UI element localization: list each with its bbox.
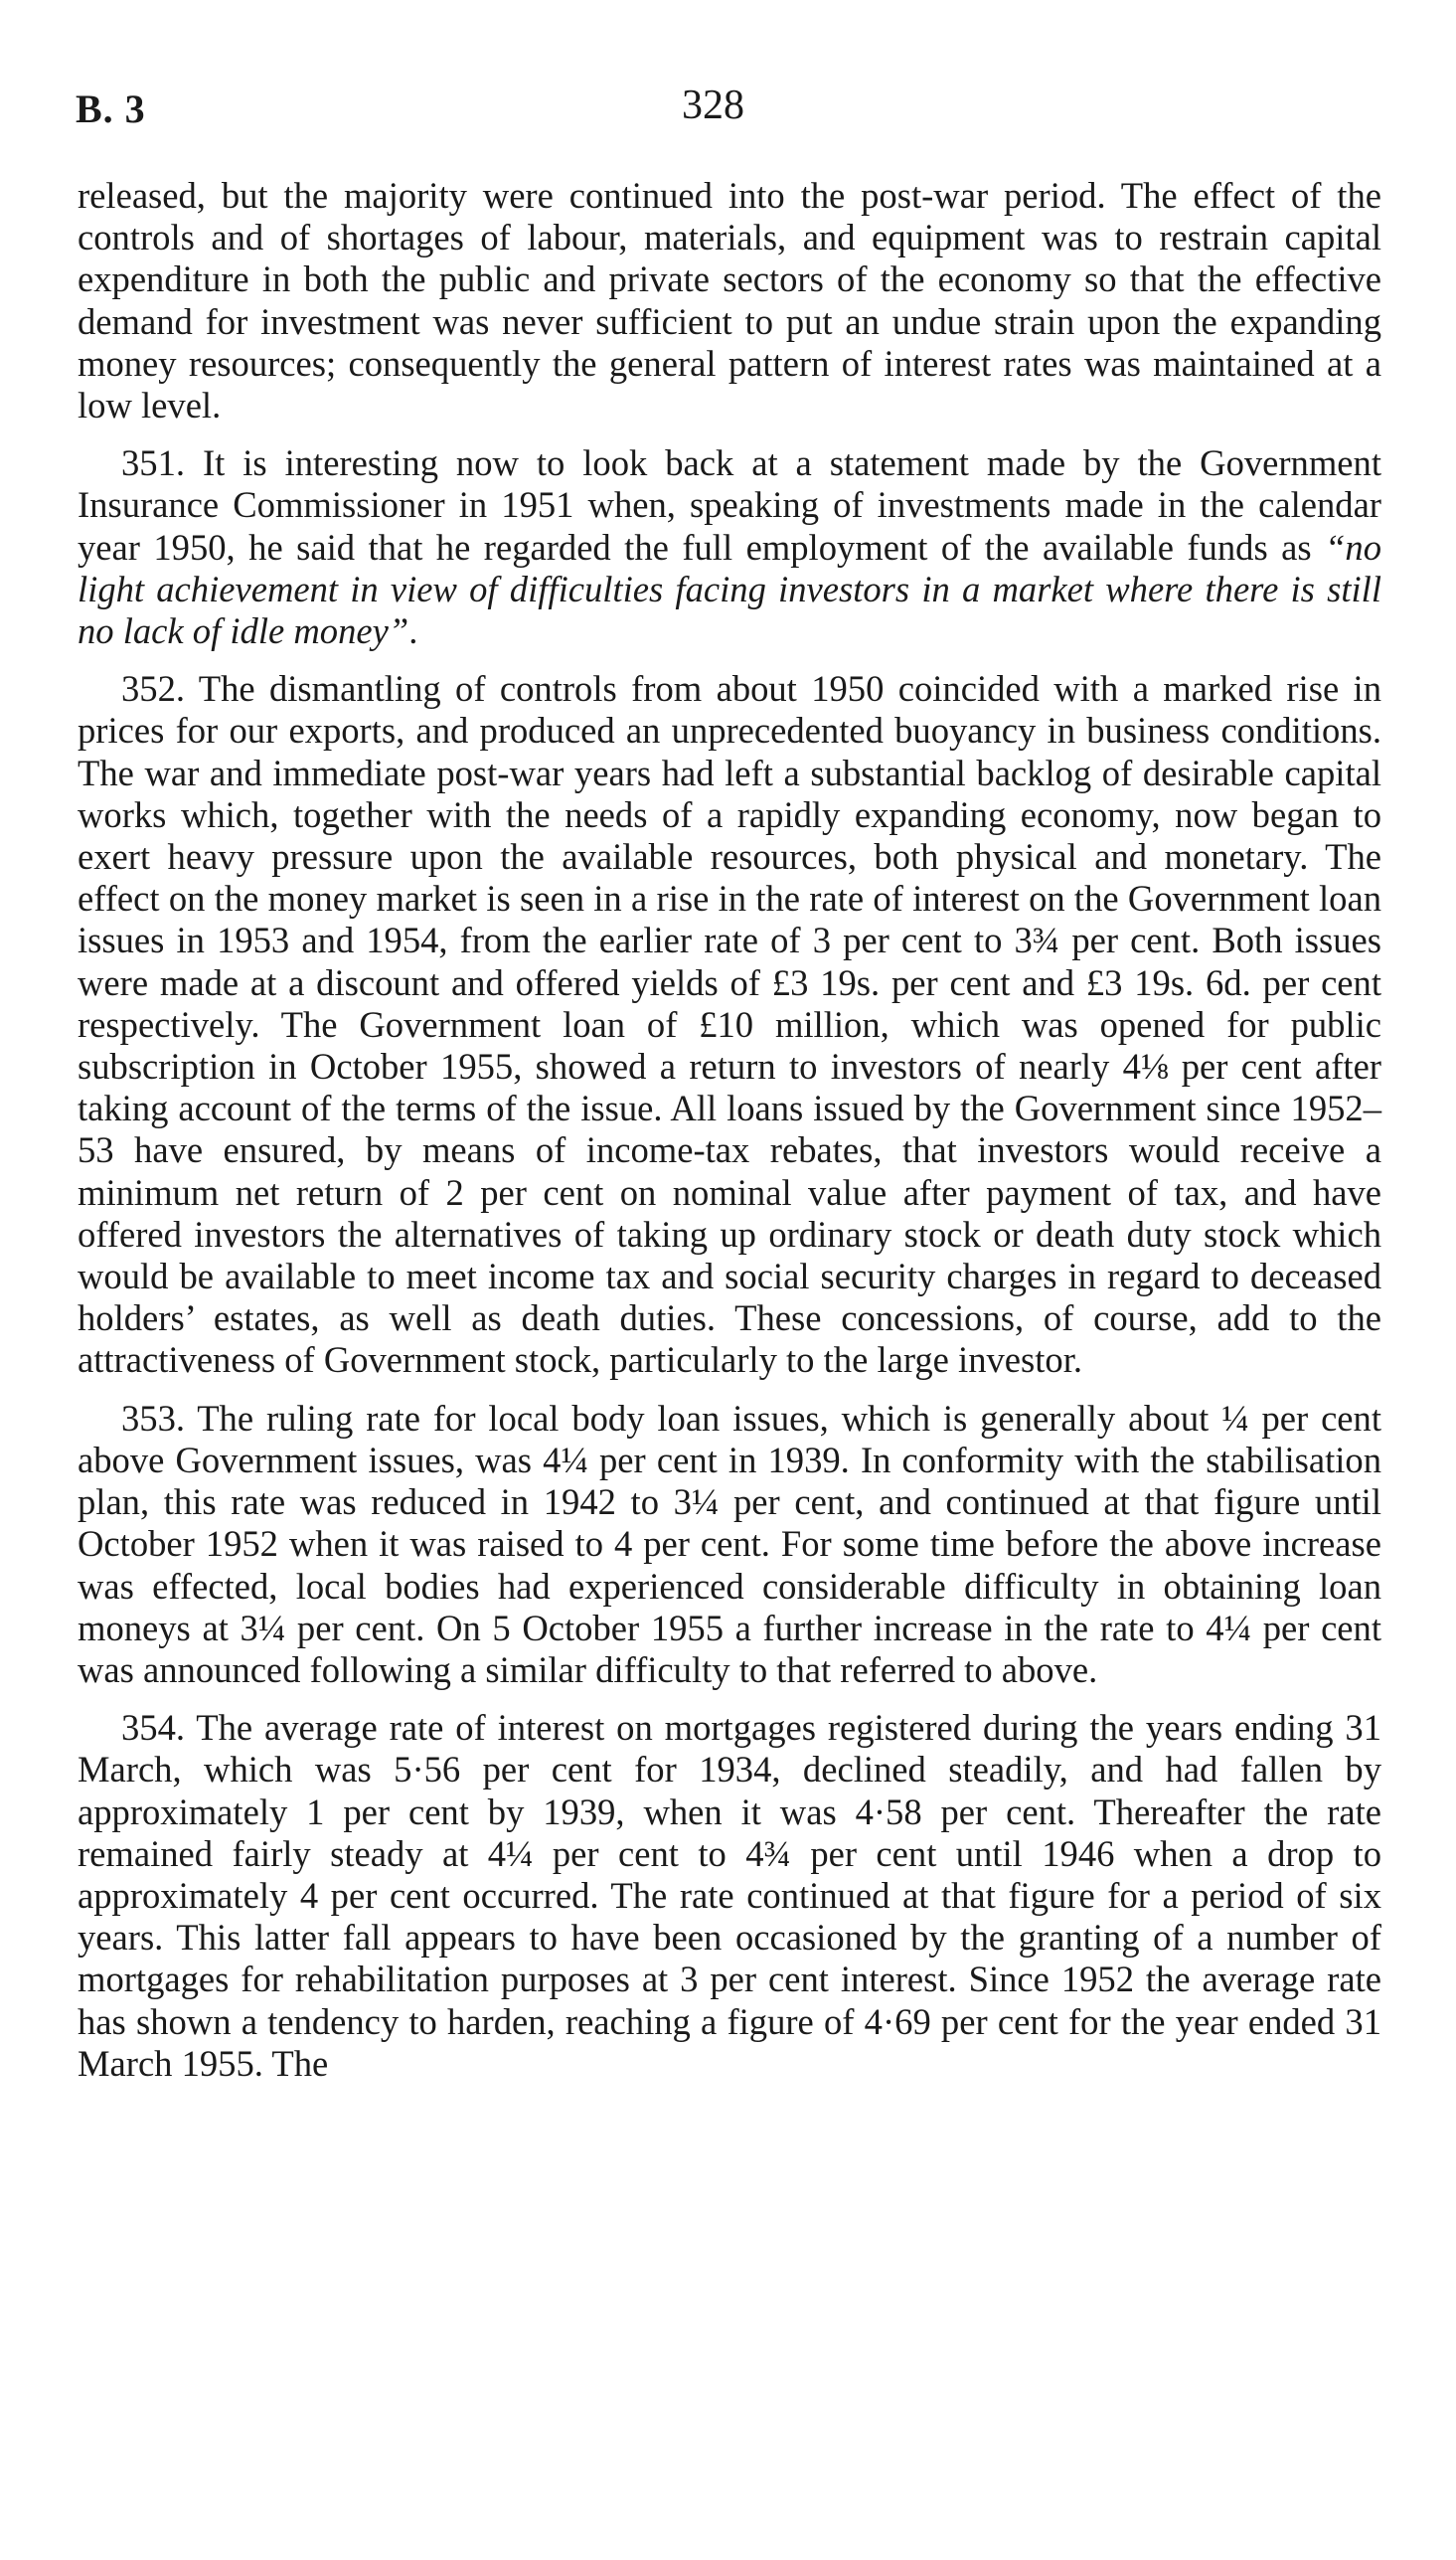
page-header: [76, 85, 1381, 145]
paragraph-text: 352. The dismantling of controls from about 1950 coincided with a marked rise in prices for our exports, and produced an unprecedented buoyancy in business conditions. The war and immediate post-war years had left a substantial backlog of desirable capital works which, together with the needs of a rapidly expanding economy, now began to exert heavy pressure upon the available resources, both physical and monetary. The effect on the money market is seen in a rise in the rate of interest on the Government loan issues in 1953 and 1954, from the earlier rate of 3 per cent to 3¾ per cent. Both issues were made at a discount and offered yields of £3 19s. per cent and £3 19s. 6d. per cent respectively. The Government loan of £10 million, which was opened for public subscription in October 1955, showed a return to investors of nearly 4⅛ per cent after taking account of the terms of the issue. All loans issued by the Government since 1952–53 have ensured, by means of income-tax rebates, that investors would receive a minimum net return of 2 per cent on nominal value after payment of tax, and have offered investors the alternatives of taking up ordinary stock or death duty stock which would be available to meet income tax and social security charges in regard to deceased holders’ estates, as well as death duties. These concessions, of course, add to the attractiveness of Government stock, particularly to the large investor.: [78, 668, 1381, 1381]
paragraph-353: [78, 1398, 1381, 1691]
paragraph-354: [78, 1707, 1381, 2085]
paragraph-352: [78, 668, 1381, 1381]
paragraph-continuation: [78, 175, 1381, 427]
paragraph-text: 353. The ruling rate for local body loan issues, which is generally about ¼ per cent above Government issues, was 4¼ per cent in 1939. In conformity with the stabilisation plan, this rate was reduced in 1942 to 3¼ per cent, and continued at that figure until October 1952 when it was raised to 4 per cent. For some time before the above increase was effected, local bodies had experienced considerable difficulty in obtaining loan moneys at 3¼ per cent. On 5 October 1955 a further increase in the rate to 4¼ per cent was announced following a similar difficulty to that referred to above.: [78, 1397, 1381, 1690]
paragraph-text: 354. The average rate of interest on mortgages registered during the years ending 31 March, which was 5·56 per cent for 1934, declined steadily, and had fallen by approximately 1 per cent by 1939, when it was 4·58 per cent. Thereafter the rate remained fairly steady at 4¼ per cent to 4¾ per cent until 1946 when a drop to approximately 4 per cent occurred. The rate continued at that figure for a period of six years. This latter fall appears to have been occasioned by the granting of a number of mortgages for rehabilitation purposes at 3 per cent interest. Since 1952 the average rate has shown a tendency to harden, reaching a figure of 4·69 per cent for the year ended 31 March 1955. The: [78, 1707, 1381, 2084]
quotation-italic: “no light achievement in view of difficulties facing investors in a market where there is still no lack of idle money”: [78, 526, 1381, 652]
body-text: [78, 175, 1381, 2101]
page-number: 328: [682, 83, 744, 128]
paragraph-text: released, but the majority were continued into the post-war period. The effect of the controls and of shortages of labour, materials, and equipment was to restrain capital expenditure in both the public and private sectors of the economy so that the effective demand for investment was never sufficient to put an undue strain upon the expanding money resources; consequently the general pattern of interest rates was maintained at a low level.: [78, 175, 1381, 427]
paragraph-351: [78, 442, 1381, 652]
paragraph-text: 351. It is interesting now to look back at a statement made by the Government Insurance Commissioner in 1951 when, speaking of investments made in the calendar year 1950, he said that he regarded the full employment of the available funds as: [78, 442, 1381, 568]
series-reference: B. 3: [76, 86, 146, 131]
paragraph-text: .: [408, 610, 418, 652]
